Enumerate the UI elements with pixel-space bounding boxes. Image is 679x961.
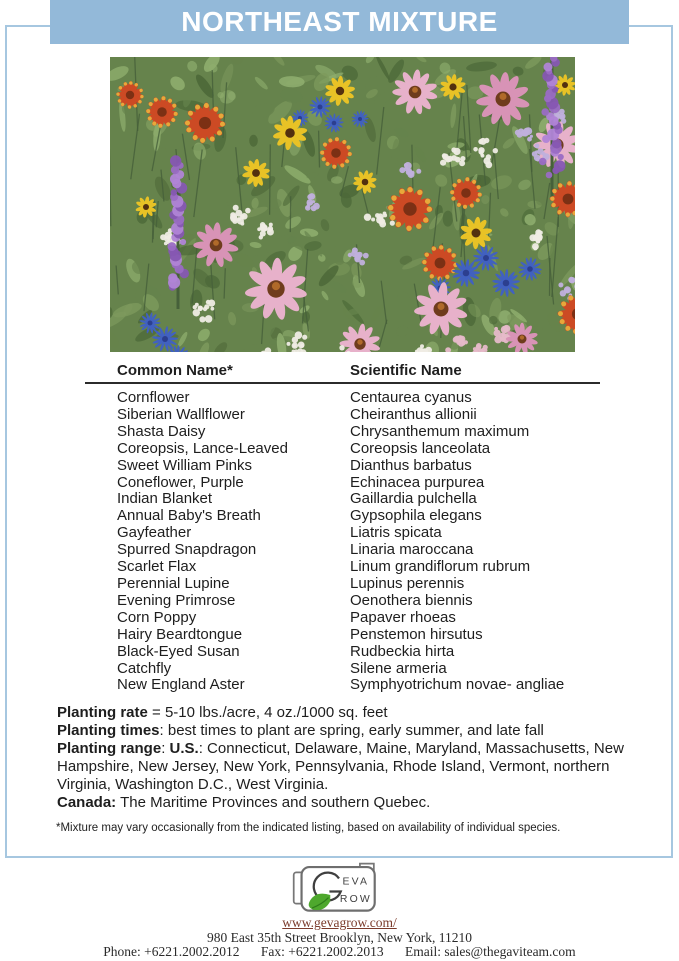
common-name-cell: Catchfly bbox=[117, 659, 172, 677]
scientific-name-cell: Rudbeckia hirta bbox=[350, 642, 455, 660]
address-line: 980 East 35th Street Brooklyn, New York, 11210 bbox=[207, 929, 472, 945]
column-header-scientific-name: Scientific Name bbox=[350, 362, 462, 379]
table-row bbox=[117, 542, 622, 559]
table-row bbox=[117, 407, 622, 424]
scientific-name-cell: Gypsophila elegans bbox=[350, 507, 482, 525]
table-row bbox=[117, 508, 622, 525]
common-name-cell: New England Aster bbox=[117, 676, 245, 694]
column-header-common-name: Common Name* bbox=[117, 362, 233, 379]
table-row bbox=[117, 610, 622, 627]
mixture-disclaimer: *Mixture may vary occasionally from the indicated listing, based on availability of individual species. bbox=[56, 822, 561, 834]
common-name-cell: Black-Eyed Susan bbox=[117, 642, 240, 660]
logo-word-top: EVA bbox=[342, 876, 370, 888]
phone-text: Phone: +6221.2002.2012 bbox=[103, 944, 240, 960]
scientific-name-cell: Coreopsis lanceolata bbox=[350, 439, 491, 457]
table-row bbox=[117, 475, 622, 492]
email-text: Email: sales@thegaviteam.com bbox=[405, 944, 576, 960]
scientific-name-cell: Centaurea cyanus bbox=[350, 389, 472, 406]
common-name-cell: Shasta Daisy bbox=[117, 422, 206, 440]
table-row bbox=[117, 491, 622, 508]
planting-line: Planting times: best times to plant are spring, early summer, and late fall bbox=[57, 722, 544, 739]
scientific-name-cell: Papaver rhoeas bbox=[350, 608, 456, 626]
table-row bbox=[117, 424, 622, 441]
planting-line: Planting range: U.S.: Connecticut, Delaware, Maine, Maryland, Massachusetts, New Hampshire, New Jersey, New York, Pennsylvania, Rhode Island, Vermont, northern Virginia, Washington D.C., West Virginia. bbox=[57, 740, 624, 793]
scientific-name-cell: Gaillardia pulchella bbox=[350, 490, 477, 508]
common-name-cell: Spurred Snapdragon bbox=[117, 541, 257, 559]
planting-info bbox=[57, 704, 654, 812]
table-row bbox=[117, 644, 622, 661]
scientific-name-cell: Oenothera biennis bbox=[350, 591, 473, 609]
scientific-name-cell: Penstemon hirsutus bbox=[350, 625, 483, 643]
scientific-name-cell: Liatris spicata bbox=[350, 524, 442, 542]
common-name-cell: Perennial Lupine bbox=[117, 574, 230, 592]
page-title: NORTHEAST MIXTURE bbox=[181, 6, 498, 37]
scientific-name-cell: Dianthus barbatus bbox=[350, 456, 472, 474]
table-row bbox=[117, 525, 622, 542]
common-name-cell: Coreopsis, Lance-Leaved bbox=[117, 439, 288, 457]
common-name-cell: Cornflower bbox=[117, 389, 190, 406]
common-name-cell: Coneflower, Purple bbox=[117, 473, 244, 491]
table-row bbox=[117, 677, 622, 694]
scientific-name-cell: Linaria maroccana bbox=[350, 541, 474, 559]
planting-line: Planting rate = 5-10 lbs./acre, 4 oz./1000 sq. feet bbox=[57, 704, 388, 721]
wildflower-photo bbox=[110, 57, 575, 352]
table-row bbox=[117, 458, 622, 475]
website-link[interactable]: www.gevagrow.com/ bbox=[282, 915, 397, 930]
scientific-name-cell: Chrysanthemum maximum bbox=[350, 422, 530, 440]
table-row bbox=[117, 390, 622, 407]
title-banner bbox=[50, 0, 629, 44]
table-row bbox=[117, 627, 622, 644]
scientific-name-cell: Linum grandiflorum rubrum bbox=[350, 558, 531, 576]
fax-text: Fax: +6221.2002.2013 bbox=[260, 944, 384, 960]
scientific-name-cell: Echinacea purpurea bbox=[350, 473, 485, 491]
scientific-name-cell: Lupinus perennis bbox=[350, 574, 465, 592]
scientific-name-cell: Symphyotrichum novae- angliae bbox=[350, 676, 565, 694]
common-name-cell: Sweet William Pinks bbox=[117, 456, 253, 474]
common-name-cell: Indian Blanket bbox=[117, 490, 213, 508]
logo-word-bottom: ROW bbox=[339, 893, 372, 905]
wildflower-photo-art bbox=[110, 57, 575, 352]
planting-line: Canada: The Maritime Provinces and southern Quebec. bbox=[57, 794, 431, 811]
common-name-cell: Evening Primrose bbox=[117, 591, 236, 609]
common-name-cell: Corn Poppy bbox=[117, 608, 197, 626]
scientific-name-cell: Silene armeria bbox=[350, 659, 447, 677]
table-row bbox=[117, 593, 622, 610]
common-name-cell: Hairy Beardtongue bbox=[117, 625, 243, 643]
scientific-name-cell: Cheiranthus allionii bbox=[350, 405, 477, 423]
common-name-cell: Siberian Wallflower bbox=[117, 405, 245, 423]
geva-grow-logo bbox=[283, 861, 395, 915]
common-name-cell: Gayfeather bbox=[117, 524, 192, 542]
common-name-cell: Annual Baby's Breath bbox=[117, 507, 261, 525]
table-row bbox=[117, 661, 622, 678]
table-row bbox=[117, 576, 622, 593]
footer-contact-block bbox=[0, 916, 679, 960]
table-row bbox=[117, 441, 622, 458]
table-header-rule bbox=[85, 382, 600, 384]
species-table bbox=[117, 390, 622, 694]
contact-line bbox=[0, 945, 679, 960]
table-row bbox=[117, 559, 622, 576]
common-name-cell: Scarlet Flax bbox=[117, 558, 197, 576]
